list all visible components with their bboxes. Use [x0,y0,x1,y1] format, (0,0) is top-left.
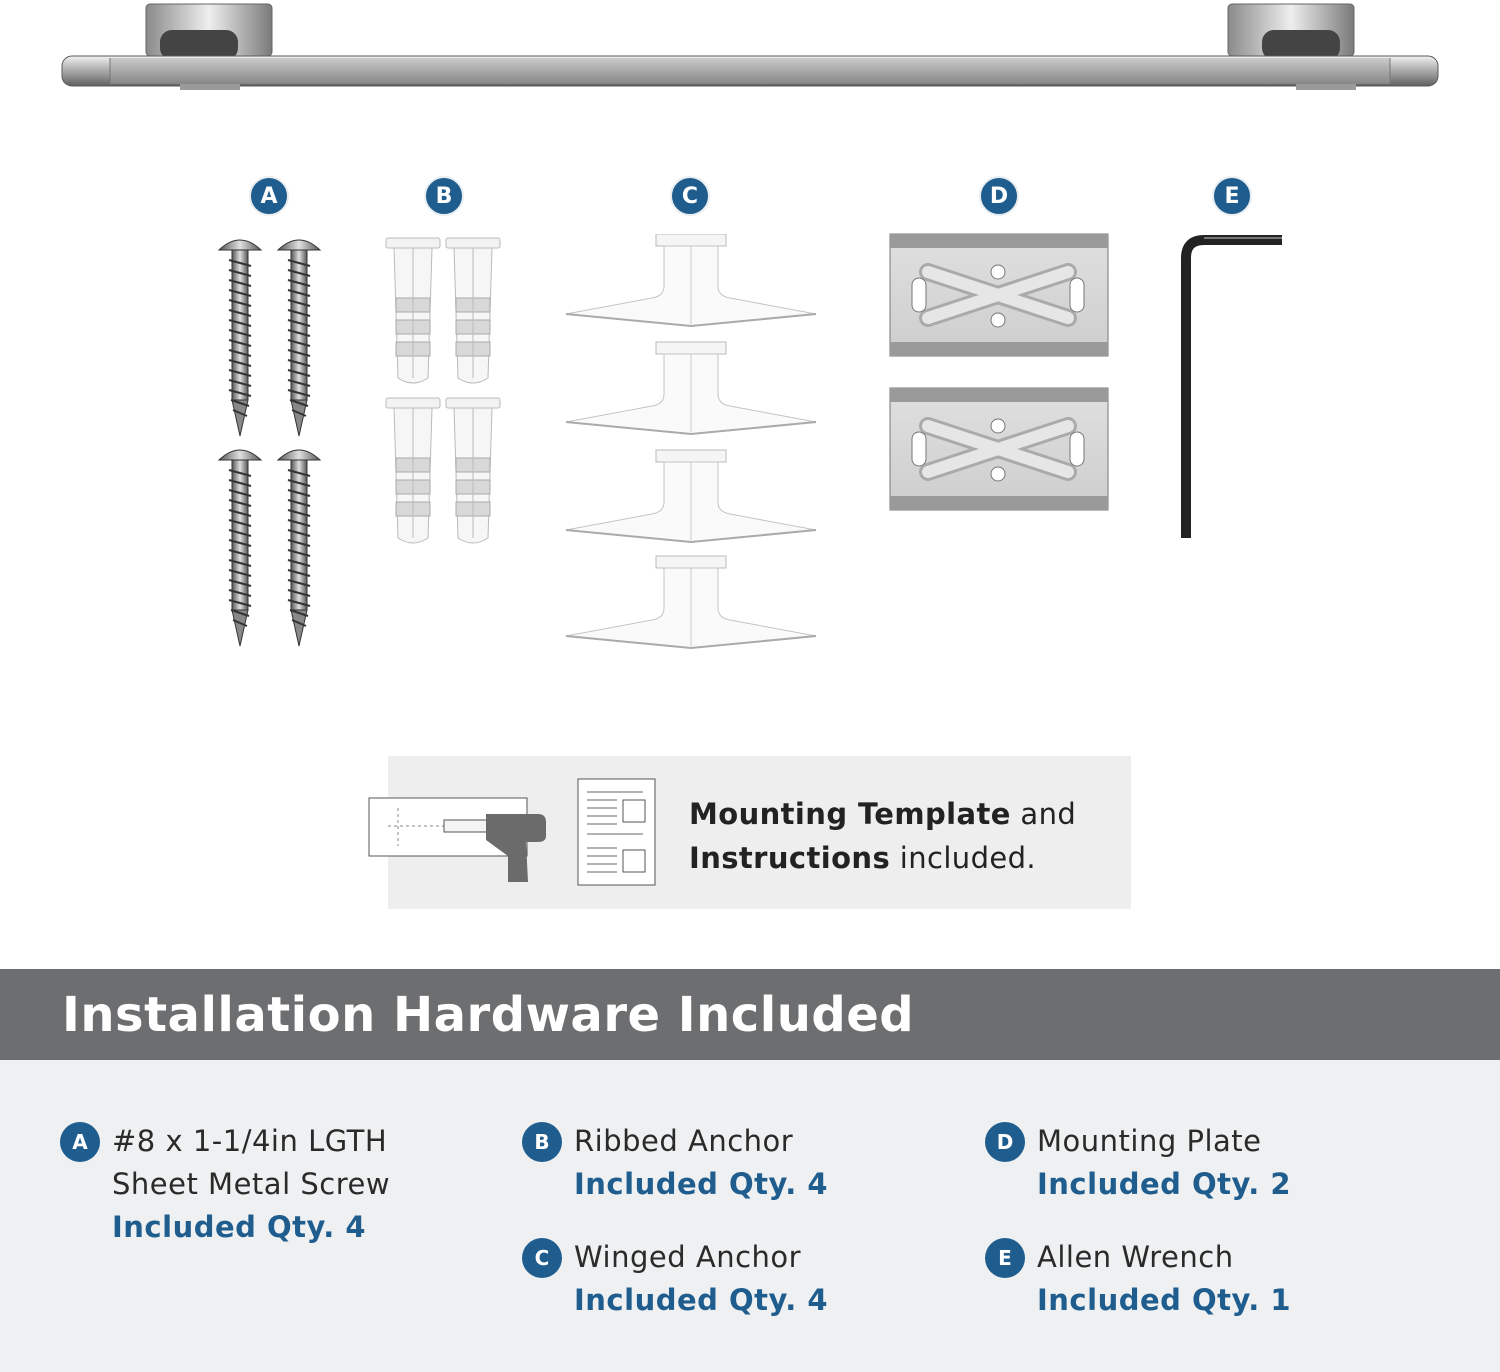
allen-wrench-icon [1176,232,1288,544]
legend-item-a-title-1: #8 x 1-1/4in LGTH [112,1124,388,1158]
parts-legend [0,1060,1500,1372]
legend-item-b-qty: Included Qty. 4 [574,1167,829,1201]
legend-item-c-title: Winged Anchor [574,1240,802,1274]
badge-e: E [1212,176,1252,216]
template-note-bold2: Instructions [689,841,891,875]
winged-anchor-icon [560,234,822,654]
legend-badge-a: A [60,1122,100,1162]
legend-badge-b: B [522,1122,562,1162]
legend-item-c-qty: Included Qty. 4 [574,1283,829,1317]
legend-badge-e: E [985,1238,1025,1278]
screw-icon [210,230,330,650]
legend-badge-c: C [522,1238,562,1278]
legend-item-c [574,1236,828,1322]
template-note-text1: and [1010,797,1077,831]
legend-item-a-title-2: Sheet Metal Screw [112,1167,391,1201]
legend-item-e-title: Allen Wrench [1037,1240,1234,1274]
badge-d: D [979,176,1019,216]
legend-item-e [1037,1236,1291,1322]
legend-item-d [1037,1120,1291,1206]
template-note [689,792,1076,880]
legend-badge-d: D [985,1122,1025,1162]
badge-a: A [249,176,289,216]
section-header [0,969,1500,1060]
template-note-text2: included. [890,841,1037,875]
legend-item-d-title: Mounting Plate [1037,1124,1262,1158]
mounting-plate-icon [888,232,1112,516]
page-title: Installation Hardware Included [62,987,915,1043]
legend-item-e-qty: Included Qty. 1 [1037,1283,1292,1317]
legend-item-a [112,1120,390,1249]
legend-item-a-qty: Included Qty. 4 [112,1210,367,1244]
template-note-bold1: Mounting Template [689,797,1011,831]
template-panel [388,756,1131,909]
legend-item-d-qty: Included Qty. 2 [1037,1167,1292,1201]
legend-item-b [574,1120,828,1206]
legend-item-b-title: Ribbed Anchor [574,1124,794,1158]
towel-bar-icon [0,0,1500,100]
badge-b: B [424,176,464,216]
instructions-sheet-icon [577,778,657,888]
ribbed-anchor-icon [384,236,504,548]
drill-icon [368,796,550,888]
badge-c: C [670,176,710,216]
